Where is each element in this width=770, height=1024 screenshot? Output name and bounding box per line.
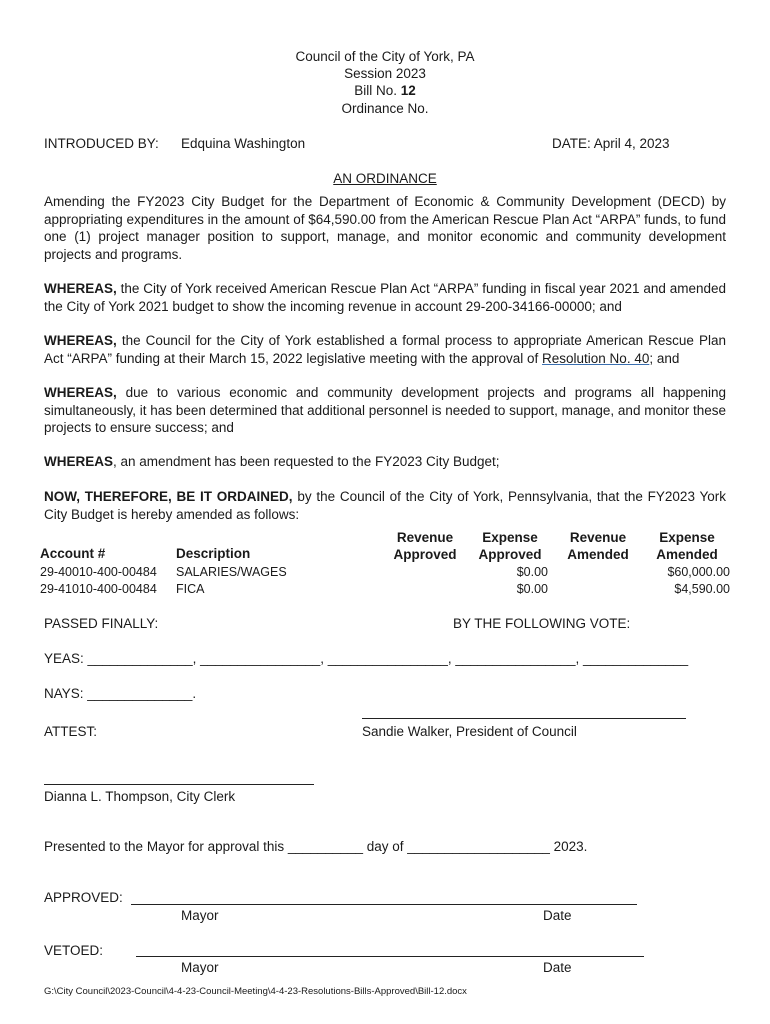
vetoed-label: VETOED: — [44, 943, 104, 958]
header-line: Expense — [482, 530, 538, 545]
approved-signature-line — [131, 904, 637, 905]
nays-line: NAYS: ______________. — [44, 686, 197, 701]
expense-amended-cell: $4,590.00 — [674, 582, 730, 596]
header-line: Expense — [659, 530, 715, 545]
bill-prefix: Bill No. — [354, 83, 401, 98]
introduced-date: DATE: April 4, 2023 — [552, 136, 670, 151]
approved-label: APPROVED: — [44, 890, 123, 905]
whereas-text: due to various economic and community development projects and programs all happening simultaneously, it has been determined that additional personnel is needed to support, manage, and monitor these projects to ensure success; and — [44, 385, 726, 435]
whereas-lead: WHEREAS — [44, 454, 114, 469]
whereas-lead: WHEREAS, — [44, 333, 117, 348]
introducer-name: Edquina Washington — [181, 136, 306, 151]
whereas-clause-2 — [44, 332, 726, 367]
ordained-text: by the Council of the City of York, Pennsylvania, that the FY2023 York City Budget is hereby amended as follows: — [44, 489, 726, 522]
president-signature-line — [362, 718, 686, 719]
file-path-footer: G:\City Council\2023-Council\4-4-23-Council-Meeting\4-4-23-Resolutions-Bills-Approved\Bill-12.docx — [44, 986, 467, 997]
vote-label: BY THE FOLLOWING VOTE: — [453, 616, 631, 631]
expense-approved-cell: $0.00 — [516, 565, 548, 579]
whereas-text: , an amendment has been requested to the FY2023 City Budget; — [113, 454, 500, 469]
whereas-tail: ; and — [649, 350, 680, 366]
resolution-link[interactable]: Resolution No. 40 — [542, 350, 650, 366]
ordinance-number-heading: Ordinance No. — [341, 101, 429, 116]
yeas-line: YEAS: ______________, ________________, ________________, ________________, ______________ — [44, 651, 689, 666]
council-heading: Council of the City of York, PA — [295, 49, 475, 64]
account-cell: 29-40010-400-00484 — [40, 565, 157, 579]
vetoed-date-caption: Date — [543, 960, 572, 975]
header-line: Approved — [478, 546, 542, 562]
whereas-text: the City of York received American Rescue Plan Act “ARPA” funding in fiscal year 2021 and amended the City of York 2021 budget to show the incoming revenue in account 29-200-34166-00000; and — [44, 281, 726, 314]
description-header: Description — [176, 546, 251, 561]
ordinance-title: AN ORDINANCE — [333, 171, 437, 186]
header-line: Approved — [393, 546, 457, 562]
approved-date-caption: Date — [543, 908, 572, 923]
ordained-clause — [44, 488, 726, 523]
bill-number: 12 — [400, 83, 416, 98]
vetoed-mayor-caption: Mayor — [181, 960, 219, 975]
clerk-name: Dianna L. Thompson, City Clerk — [44, 789, 236, 804]
clerk-signature-line — [44, 784, 314, 785]
revenue-approved-header — [384, 530, 466, 563]
intro-paragraph: Amending the FY2023 City Budget for the Department of Economic & Community Development (DECD) by appropriating expenditures in the amount of $64,590.00 from the American Rescue Plan Act “ARPA” funds, to fund one (1) project manager position to support, manage, and monitor economic and community development projects and programs. — [44, 194, 726, 262]
session-heading: Session 2023 — [344, 66, 426, 81]
expense-approved-cell: $0.00 — [516, 582, 548, 596]
whereas-lead: WHEREAS, — [44, 385, 117, 400]
expense-approved-header — [469, 530, 551, 563]
whereas-clause-1 — [44, 280, 726, 315]
presented-line: Presented to the Mayor for approval this __________ day of ___________________ 2023. — [44, 839, 588, 854]
bill-number-heading — [0, 83, 770, 98]
vetoed-signature-line — [136, 956, 644, 957]
header-line: Revenue — [396, 530, 454, 545]
whereas-clause-3 — [44, 384, 726, 437]
expense-amended-cell: $60,000.00 — [667, 565, 730, 579]
whereas-text: the Council for the City of York established a formal process to appropriate American Rescue Plan Act “ARPA” funding at their March 15, 2022 legislative meeting with the approval of — [44, 333, 726, 366]
expense-amended-header — [646, 530, 728, 563]
header-line: Revenue — [569, 530, 627, 545]
passed-finally-label: PASSED FINALLY: — [44, 616, 159, 631]
president-name: Sandie Walker, President of Council — [362, 724, 577, 739]
attest-label: ATTEST: — [44, 724, 98, 739]
ordained-lead: NOW, THEREFORE, BE IT ORDAINED, — [44, 489, 293, 504]
description-cell: FICA — [176, 582, 205, 596]
whereas-lead: WHEREAS, — [44, 281, 117, 296]
introduced-by-label: INTRODUCED BY: — [44, 136, 159, 151]
header-line: Amended — [656, 546, 718, 562]
account-header: Account # — [40, 546, 106, 561]
whereas-clause-4 — [44, 453, 726, 471]
description-cell: SALARIES/WAGES — [176, 565, 287, 579]
header-line: Amended — [567, 546, 629, 562]
account-cell: 29-41010-400-00484 — [40, 582, 157, 596]
approved-mayor-caption: Mayor — [181, 908, 219, 923]
revenue-amended-header — [557, 530, 639, 563]
